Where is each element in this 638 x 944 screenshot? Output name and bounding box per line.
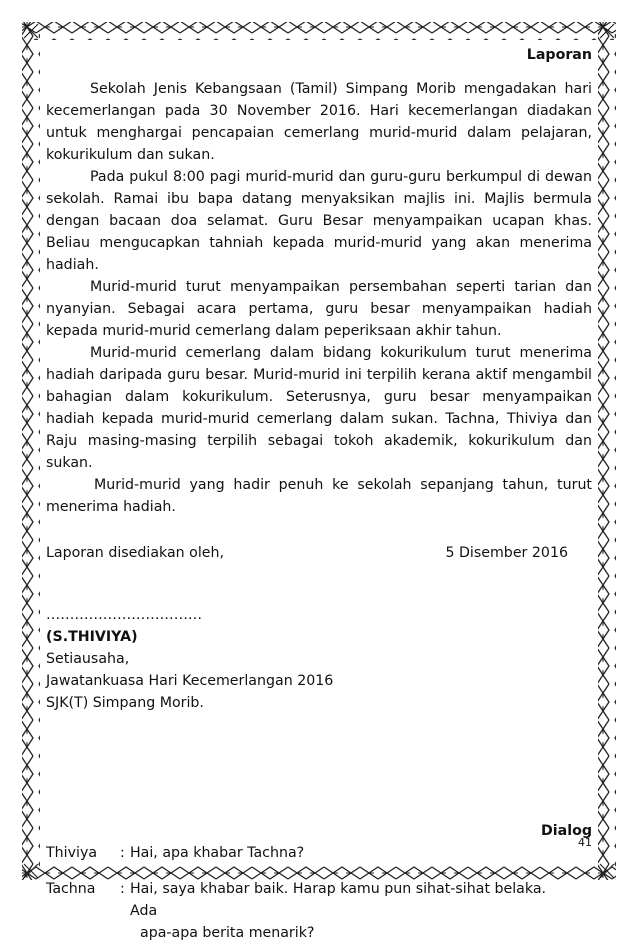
report-paragraph-4: Murid-murid cemerlang dalam bidang kokurikulum turut menerima hadiah daripada guru besar. Murid-murid ini terpilih kerana aktif mengambil bahagian dalam kokurikulum. Seterusnya, guru besar menyampaikan hadiah kepada murid-murid cemerlang dalam sukan. Tachna, Thiviya dan Raju masing-masing terpilih sebagai tokoh akademik, kokurikulum dan sukan. — [46, 345, 592, 471]
dialog-text-line: Hai, saya khabar baik. Harap kamu pun sihat-sihat belaka. Ada — [130, 881, 547, 919]
dialog-text — [130, 842, 592, 864]
document-content — [46, 44, 592, 944]
dialog-line — [46, 842, 592, 864]
report-heading: Laporan — [526, 47, 592, 63]
dialog-text-line: Hai, apa khabar Tachna? — [130, 845, 305, 861]
border-left — [22, 22, 40, 880]
dialog-text — [130, 878, 592, 944]
report-paragraph-5: Murid-murid yang hadir penuh ke sekolah sepanjang tahun, turut menerima hadiah. — [46, 477, 592, 515]
border-right — [598, 22, 616, 880]
signer-role: Setiausaha, — [46, 651, 130, 667]
dialog-line — [46, 878, 592, 944]
report-date: 5 Disember 2016 — [445, 545, 568, 561]
dialog-speaker: Thiviya — [46, 845, 98, 861]
dialog-colon: : — [120, 845, 125, 861]
border-top — [22, 22, 616, 40]
report-paragraph-2: Pada pukul 8:00 pagi murid-murid dan guru-guru berkumpul di dewan sekolah. Ramai ibu bapa datang menyaksikan majlis ini. Majlis bermula dengan bacaan doa selamat. Guru Besar menyampaikan ucapan khas. Beliau mengucapkan tahniah kepada murid-murid yang akan menerima hadiah. — [46, 169, 592, 273]
prepared-by-label: Laporan disediakan oleh, — [46, 545, 225, 561]
signer-name: (S.THIVIYA) — [46, 629, 138, 645]
report-paragraph-1: Sekolah Jenis Kebangsaan (Tamil) Simpang Morib mengadakan hari kecemerlangan pada 30 November 2016. Hari kecemerlangan diadakan untuk menghargai pencapaian cemerlang murid-murid dalam pelajaran, kokurikulum dan sukan. — [46, 81, 592, 163]
report-paragraph-3: Murid-murid turut menyampaikan persembahan seperti tarian dan nyanyian. Sebagai acara pertama, guru besar menyampaikan hadiah kepada murid-murid cemerlang dalam peperiksaan akhir tahun. — [46, 279, 592, 339]
dialog-colon: : — [120, 881, 125, 897]
page-number: 41 — [578, 836, 592, 849]
dialog-text-continuation: apa-apa berita menarik? — [140, 925, 315, 941]
dialog-heading: Dialog — [541, 823, 592, 839]
signature-line: …………………………… — [46, 607, 203, 623]
committee-name: Jawatankuasa Hari Kecemerlangan 2016 — [46, 673, 334, 689]
dialog-speaker: Tachna — [46, 881, 96, 897]
dialog-gap — [46, 864, 592, 878]
school-name: SJK(T) Simpang Morib. — [46, 695, 204, 711]
signature-row — [46, 542, 592, 564]
